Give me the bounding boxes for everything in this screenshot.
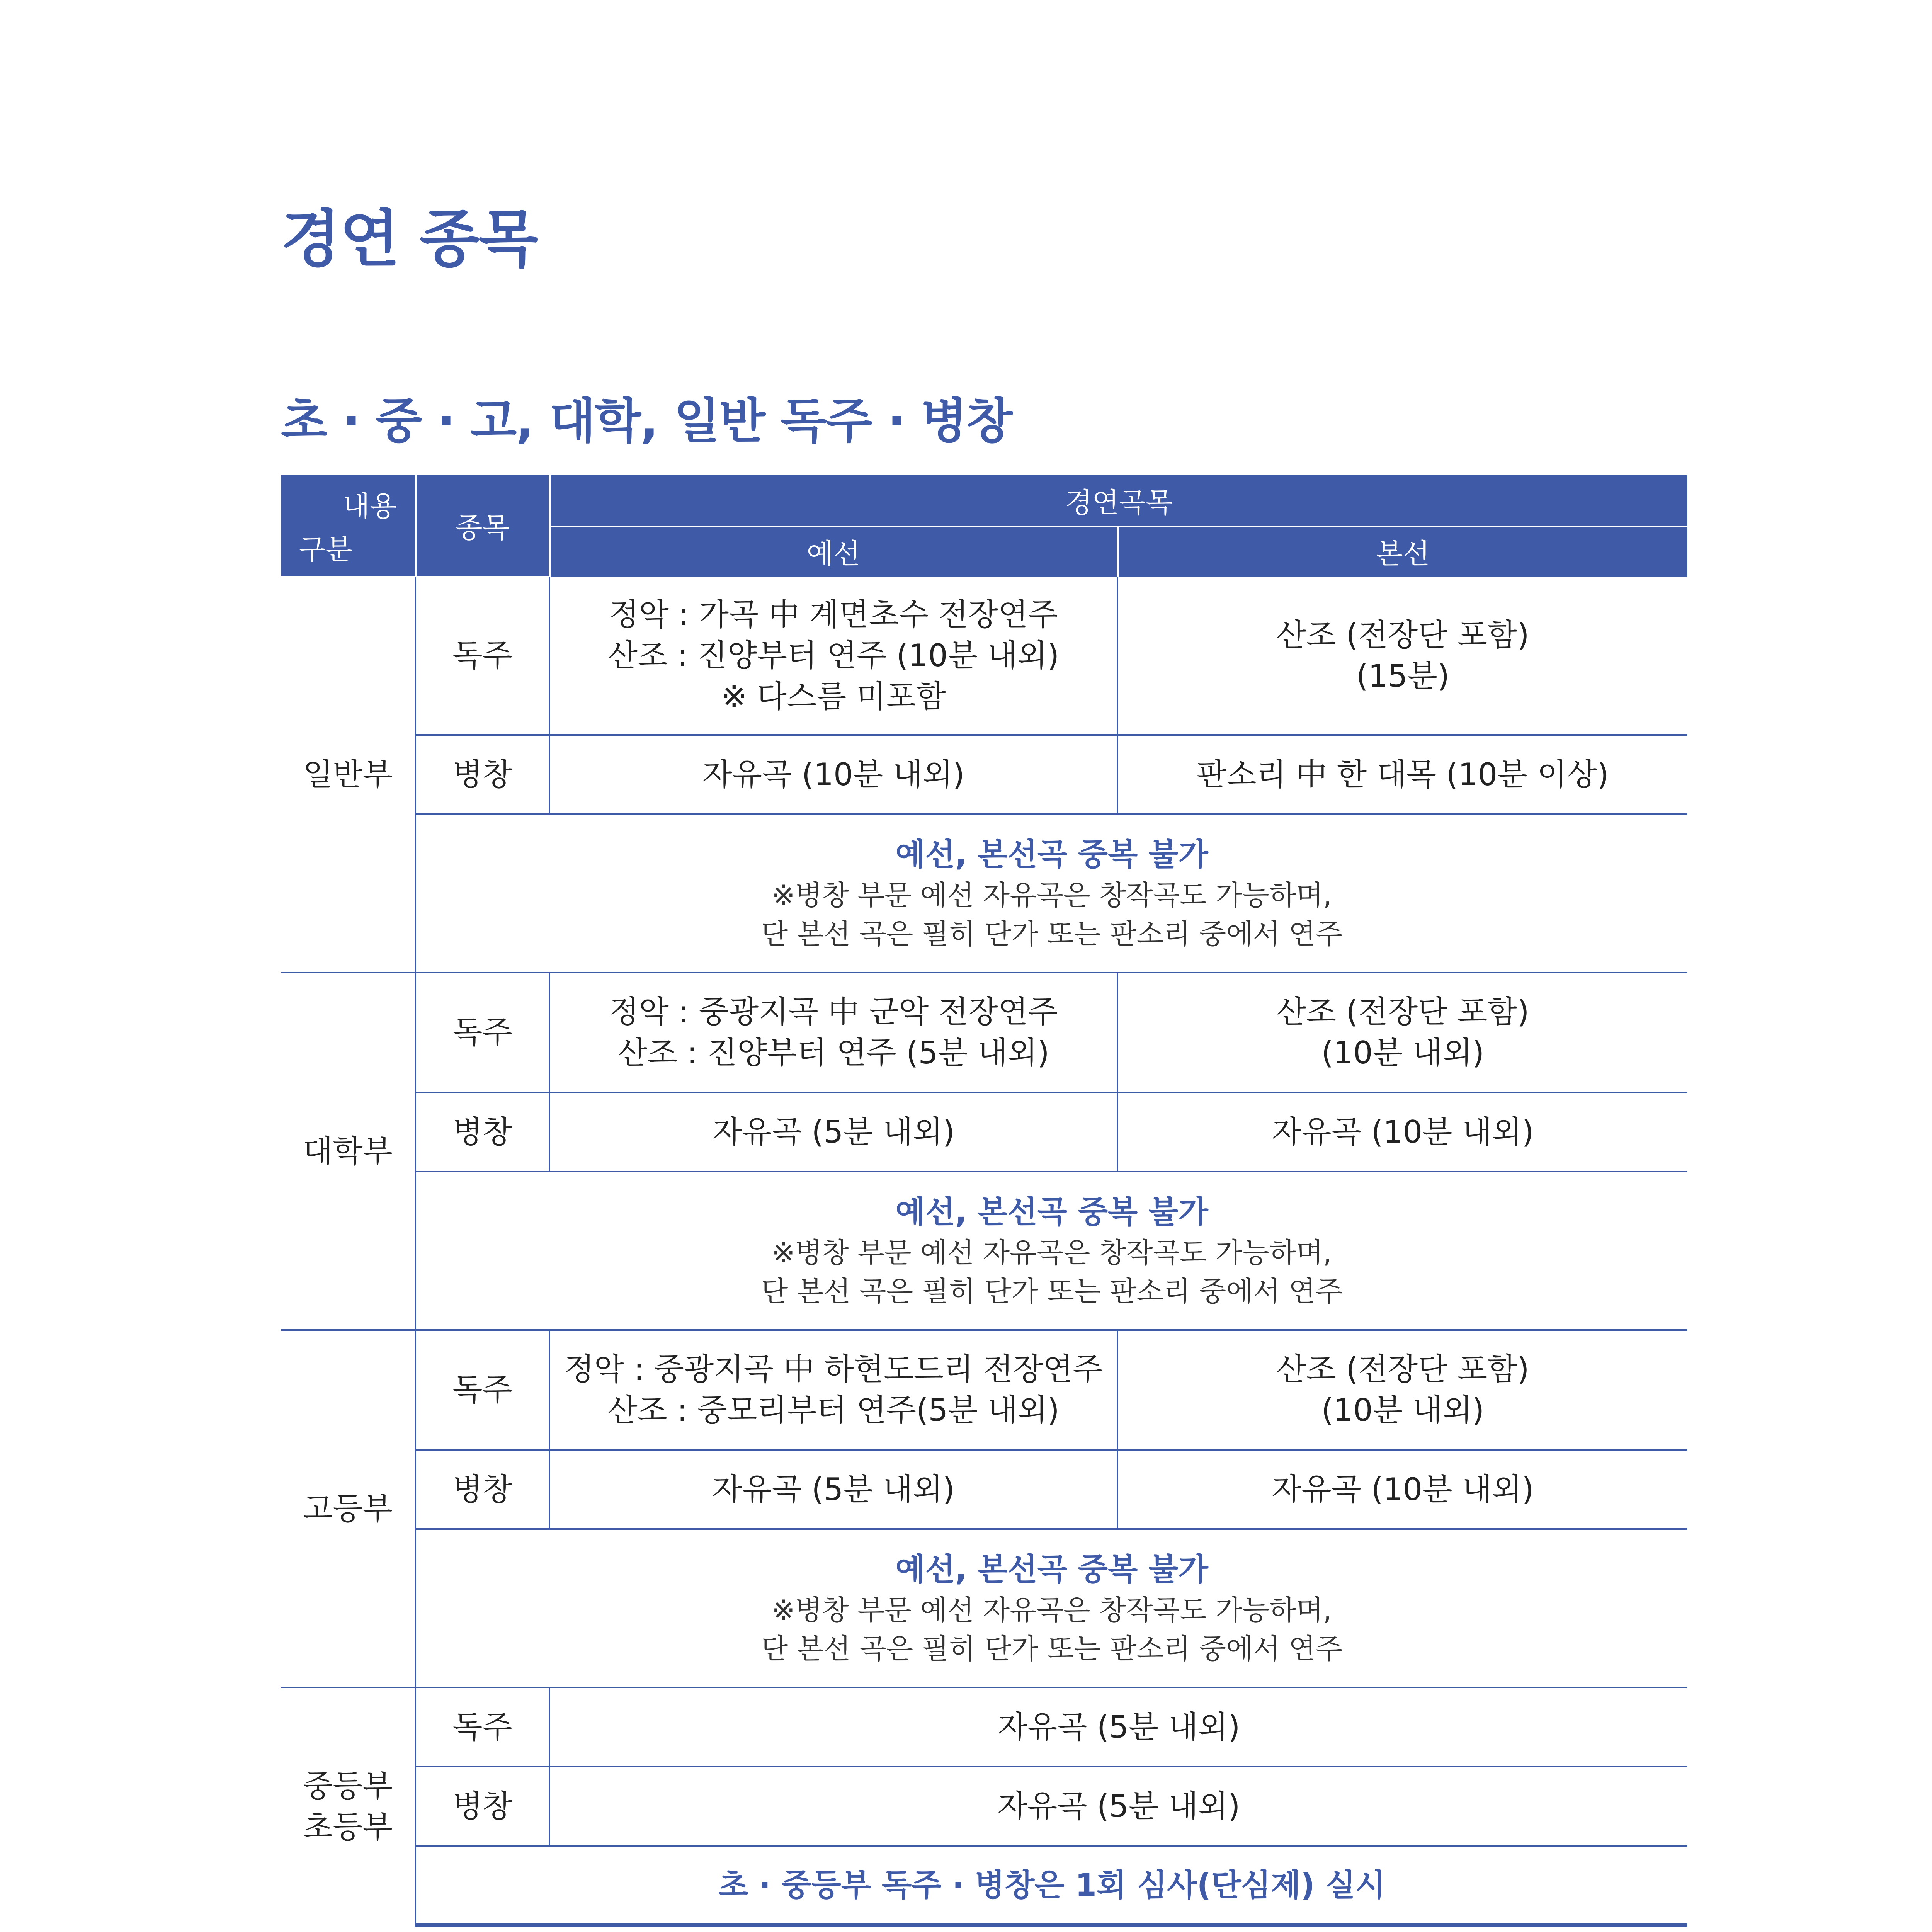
university-byeong-prelim: 자유곡 (5분 내외) [549,1092,1117,1172]
high-byeong-prelim: 자유곡 (5분 내외) [549,1450,1117,1529]
header-event: 종목 [415,475,549,577]
event-byeongchang: 병창 [415,1450,549,1529]
university-note: 예선, 본선곡 중복 불가 ※병창 부문 예선 자유곡은 창작곡도 가능하며, 단 본선 곡은 필히 단가 또는 판소리 중에서 연주 [415,1172,1687,1330]
header-final: 본선 [1117,526,1687,577]
section-title-solo: 초 · 중 · 고, 대학, 일반 독주 · 병창 [281,393,1012,449]
division-university: 대학부 [281,973,415,1330]
header-division-label: 구분 [299,533,353,566]
general-solo-final: 산조 (전장단 포함) (15분) [1117,577,1687,735]
university-solo-prelim: 정악 : 중광지곡 中 군악 전장연주 산조 : 진양부터 연주 (5분 내외) [549,973,1117,1092]
high-solo-prelim: 정악 : 중광지곡 中 하현도드리 전장연주 산조 : 중모리부터 연주(5분 내외) [549,1330,1117,1450]
middle-elem-note: 초 · 중등부 독주 · 병창은 1회 심사(단심제) 실시 [415,1846,1687,1925]
event-solo: 독주 [415,577,549,735]
general-note: 예선, 본선곡 중복 불가 ※병창 부문 예선 자유곡은 창작곡도 가능하며, 단 본선 곡은 필히 단가 또는 판소리 중에서 연주 [415,814,1687,973]
event-solo: 독주 [415,1330,549,1450]
header-pieces: 경연곡목 [549,475,1687,526]
header-diagonal-cell [281,475,415,577]
general-byeong-prelim: 자유곡 (10분 내외) [549,735,1117,814]
general-solo-prelim: 정악 : 가곡 中 계면초수 전장연주 산조 : 진양부터 연주 (10분 내외) ※ 다스름 미포함 [549,577,1117,735]
header-prelim: 예선 [549,526,1117,577]
event-byeongchang: 병창 [415,735,549,814]
solo-byeongchang-table [281,475,1687,1927]
event-byeongchang: 병창 [415,1092,549,1172]
division-general: 일반부 [281,577,415,973]
general-byeong-final: 판소리 中 한 대목 (10분 이상) [1117,735,1687,814]
middle-elem-solo-piece: 자유곡 (5분 내외) [549,1687,1687,1767]
high-note: 예선, 본선곡 중복 불가 ※병창 부문 예선 자유곡은 창작곡도 가능하며, 단 본선 곡은 필히 단가 또는 판소리 중에서 연주 [415,1529,1687,1687]
high-solo-final: 산조 (전장단 포함) (10분 내외) [1117,1330,1687,1450]
event-solo: 독주 [415,973,549,1092]
division-middle-elementary: 중등부 초등부 [281,1687,415,1925]
university-byeong-final: 자유곡 (10분 내외) [1117,1092,1687,1172]
page-title: 경연 종목 [281,203,537,275]
division-high: 고등부 [281,1330,415,1687]
middle-elem-byeong-piece: 자유곡 (5분 내외) [549,1767,1687,1846]
event-byeongchang: 병창 [415,1767,549,1846]
event-solo: 독주 [415,1687,549,1767]
university-solo-final: 산조 (전장단 포함) (10분 내외) [1117,973,1687,1092]
high-byeong-final: 자유곡 (10분 내외) [1117,1450,1687,1529]
header-content-label: 내용 [343,490,397,522]
